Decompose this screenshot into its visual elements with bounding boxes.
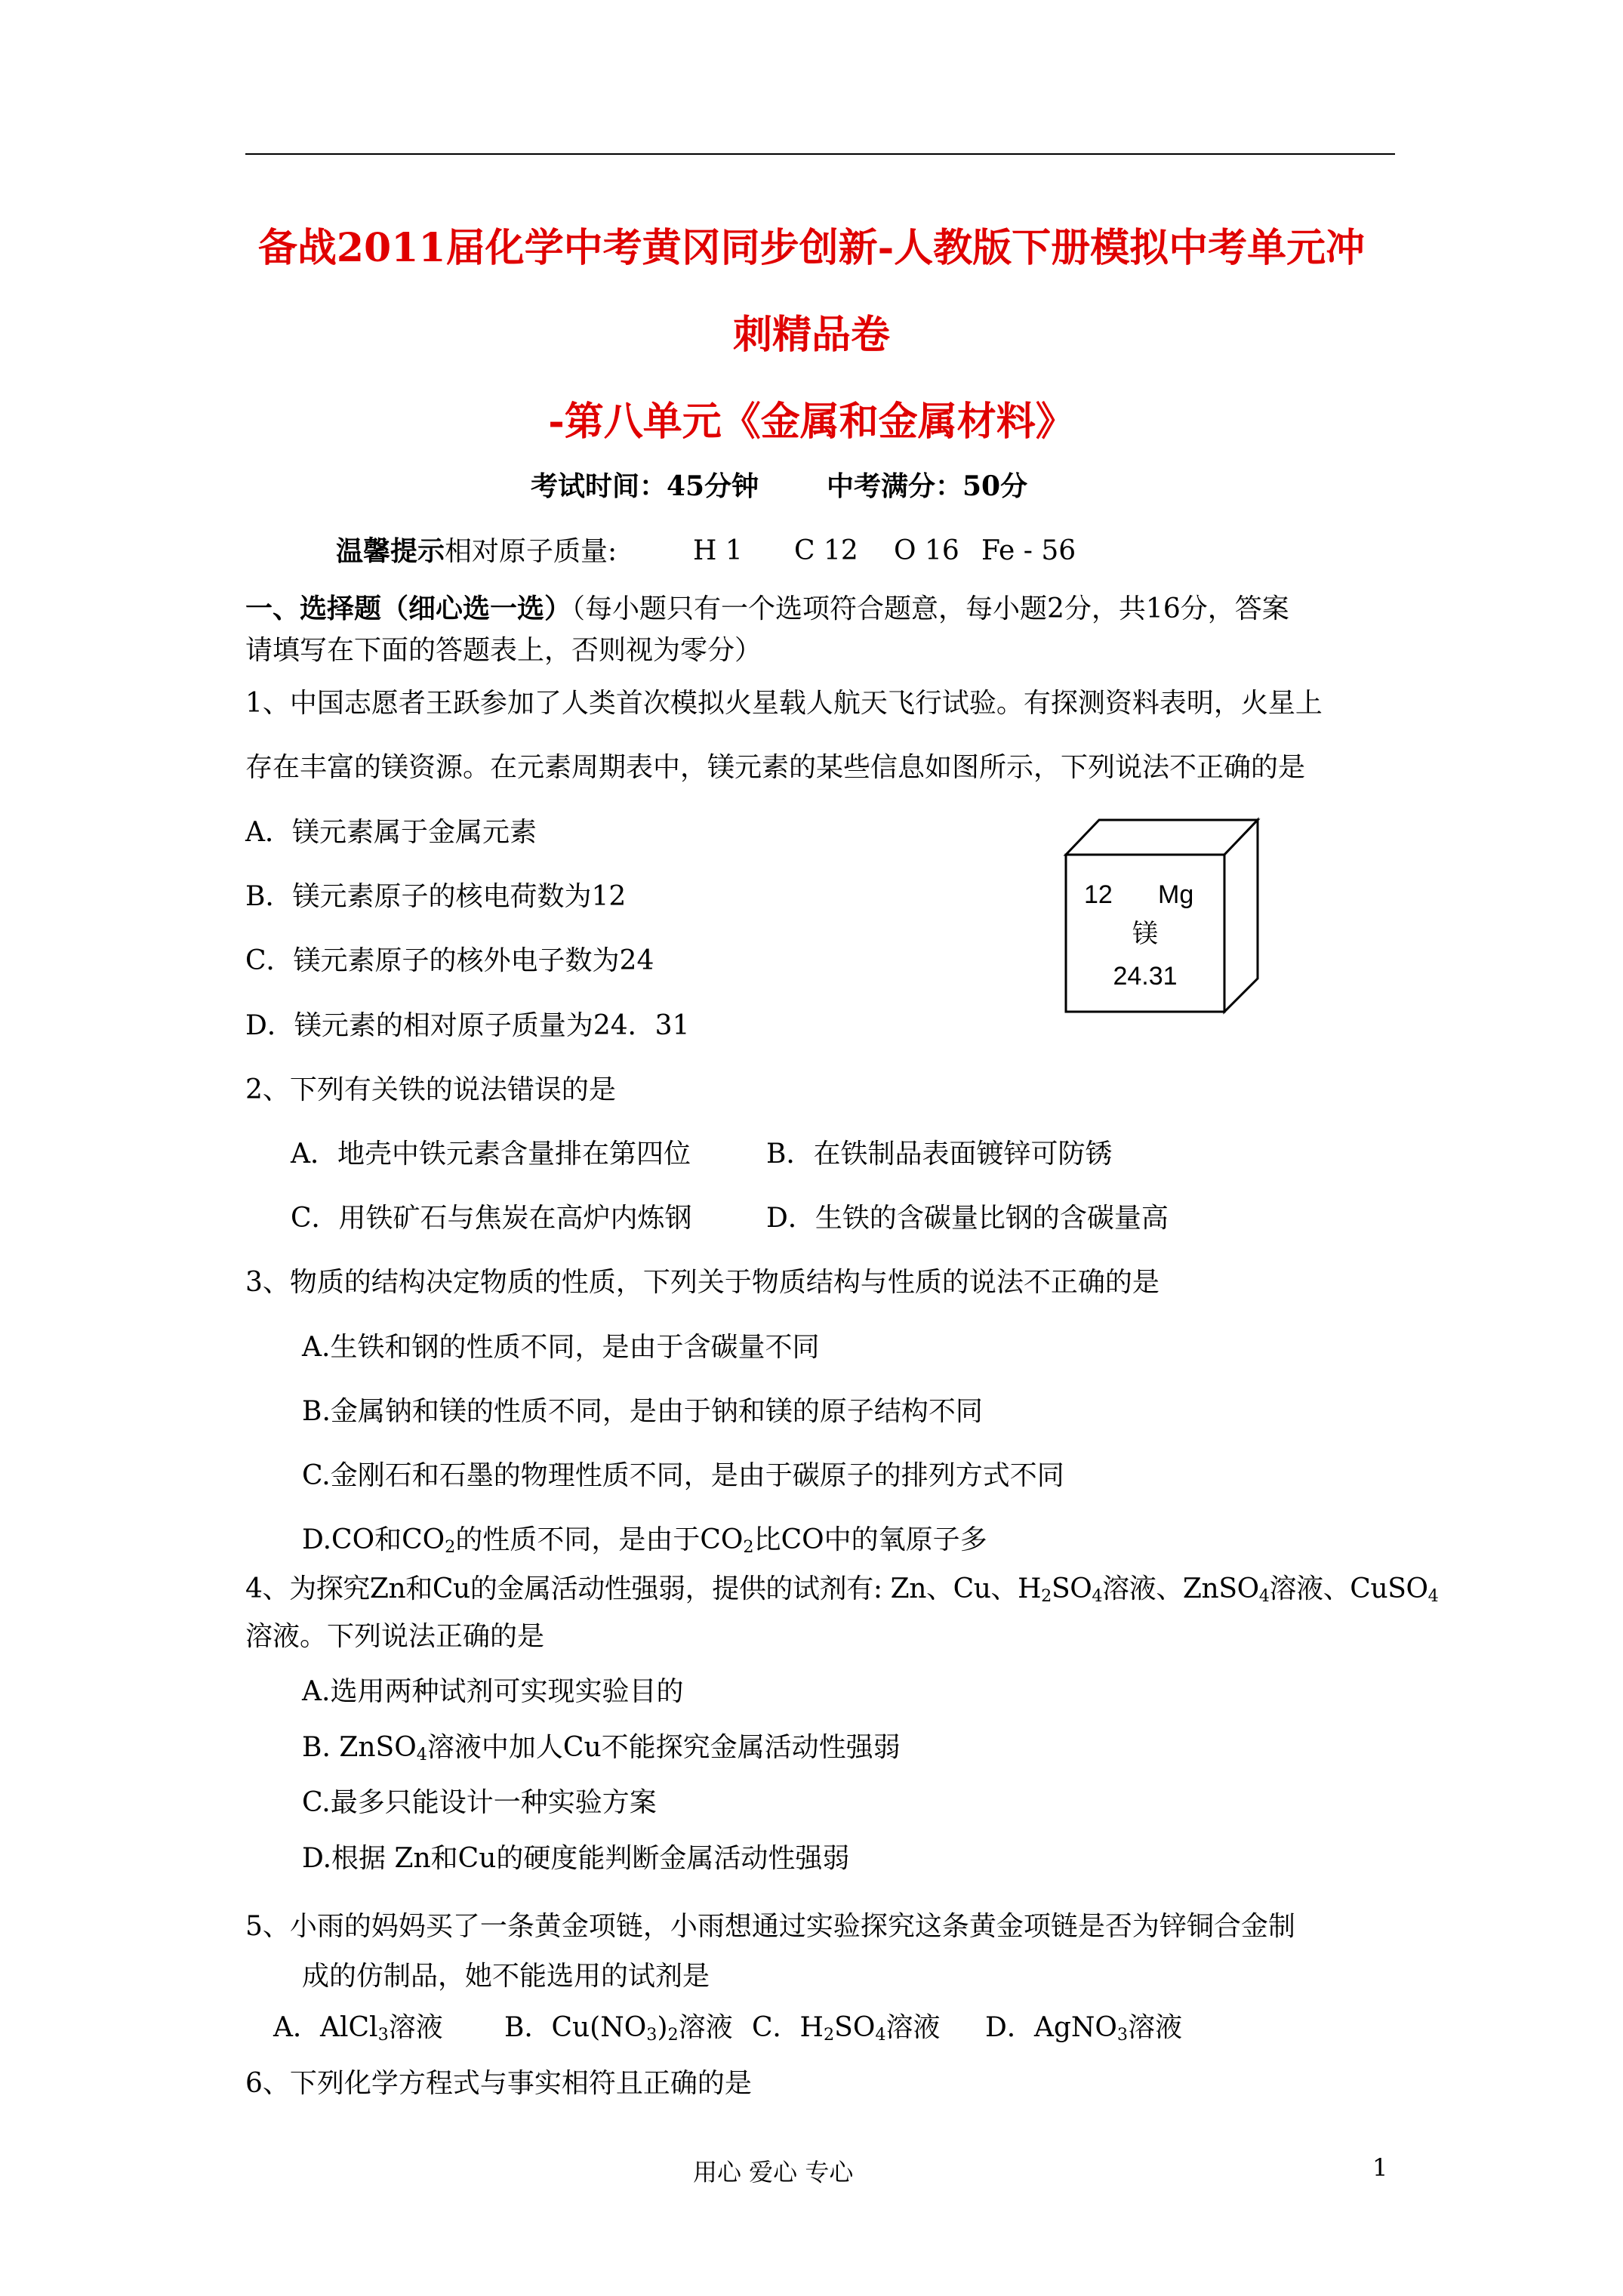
element-name: 镁 (1132, 919, 1158, 949)
q4-text-2: SO (1051, 1573, 1092, 1604)
magnesium-element-cube (1063, 817, 1261, 1015)
q4-text-3: 溶液、ZnSO (1102, 1573, 1259, 1604)
q3-d-text-1: D.CO和CO (302, 1524, 445, 1555)
q5-c-sub-1: 2 (823, 2024, 835, 2045)
element-mass: 24.31 (1113, 962, 1178, 991)
section-title: 一、选择题（细心选一选） (245, 593, 572, 624)
header-rule (245, 153, 1395, 155)
q4-sub-1: 2 (1041, 1586, 1052, 1606)
q2-stem: 2、下列有关铁的说法错误的是 (245, 1074, 616, 1105)
q1-option-a: A．镁元素属于金属元素 (245, 817, 537, 848)
q1-option-d: D．镁元素的相对原子质量为24．31 (245, 1010, 690, 1041)
cube-side-face (1224, 820, 1258, 1012)
q2-option-c: C．用铁矿石与焦炭在高炉内炼钢 (291, 1203, 692, 1234)
q3-option-d (302, 1524, 987, 1564)
q5-d-text-2: 溶液 (1128, 2012, 1183, 2043)
q5-b-text-1: B．Cu(NO (504, 2012, 647, 2043)
q5-a-text-1: A．AlCl (273, 2012, 378, 2043)
q4-sub-2: 4 (1092, 1586, 1103, 1606)
q2-option-b: B．在铁制品表面镀锌可防锈 (766, 1139, 1113, 1170)
q4-sub-3: 4 (1258, 1586, 1270, 1606)
exam-score: 中考满分：50分 (827, 470, 1028, 502)
q4-stem-1 (245, 1573, 1438, 1613)
section-heading (245, 592, 1289, 626)
element-symbol: Mg (1158, 880, 1194, 909)
q4-b-text-2: 溶液中加人Cu不能探究金属活动性强弱 (427, 1732, 901, 1763)
q4-stem-2: 溶液。下列说法正确的是 (245, 1621, 545, 1652)
q5-a-text-2: 溶液 (388, 2012, 443, 2043)
q3-option-b: B.金属钠和镁的性质不同，是由于钠和镁的原子结构不同 (302, 1396, 983, 1427)
q2-option-a: A．地壳中铁元素含量排在第四位 (291, 1139, 691, 1170)
q1-option-c: C．镁元素原子的核外电子数为24 (245, 945, 654, 976)
q3-option-c: C.金刚石和石墨的物理性质不同，是由于碳原子的排列方式不同 (302, 1460, 1064, 1491)
title-line-2: 刺精品卷 (732, 312, 890, 358)
q4-option-d: D.根据 Zn和Cu的硬度能判断金属活动性强弱 (302, 1843, 850, 1874)
q5-d-text-1: D．AgNO (985, 2012, 1117, 2043)
q1-option-b: B．镁元素原子的核电荷数为12 (245, 881, 627, 912)
q5-d-sub: 3 (1116, 2024, 1129, 2045)
q5-c-text-2: SO (834, 2012, 876, 2043)
q4-sub-4: 4 (1427, 1586, 1439, 1606)
section-instruction-2: 请填写在下面的答题表上，否则视为零分） (245, 635, 762, 666)
q4-b-text-1: B. ZnSO (302, 1732, 417, 1763)
q5-b-sub-1: 3 (646, 2024, 658, 2045)
q3-stem: 3、物质的结构决定物质的性质，下列关于物质结构与性质的说法不正确的是 (245, 1267, 1160, 1298)
q5-option-b (504, 2011, 733, 2051)
q3-d-text-3: 比CO中的氧原子多 (753, 1524, 987, 1555)
q5-b-text-2: ) (657, 2012, 668, 2043)
section-instruction: （每小题只有一个选项符合题意，每小题2分，共16分，答案 (571, 593, 1289, 624)
mass-o: O 16 (894, 535, 959, 566)
q3-d-sub-1: 2 (445, 1536, 456, 1557)
title-line-1: 备战2011届化学中考黄冈同步创新-人教版下册模拟中考单元冲 (257, 225, 1366, 271)
q5-b-text-3: 溶液 (678, 2012, 733, 2043)
q3-d-text-2: 的性质不同，是由于CO (455, 1524, 744, 1555)
q4-option-b (302, 1731, 901, 1771)
q5-stem-2: 成的仿制品，她不能选用的试剂是 (302, 1961, 710, 1992)
q1-stem-1: 1、中国志愿者王跃参加了人类首次模拟火星载人航天飞行试验。有探测资料表明，火星上 (245, 688, 1323, 719)
mass-fe: Fe - 56 (981, 535, 1076, 566)
mass-c: C 12 (794, 535, 858, 566)
q5-option-d (985, 2011, 1182, 2051)
q4-b-sub: 4 (416, 1744, 427, 1764)
q5-c-text-1: C．H (752, 2012, 824, 2043)
element-number: 12 (1084, 880, 1113, 909)
hint-line (336, 535, 617, 569)
q5-option-c (752, 2011, 941, 2051)
q4-text-1: 4、为探究Zn和Cu的金属活动性强弱，提供的试剂有: Zn、Cu、H (245, 1573, 1042, 1604)
q2-option-d: D．生铁的含碳量比钢的含碳量高 (766, 1203, 1169, 1234)
q5-c-sub-2: 4 (875, 2024, 886, 2045)
q5-b-sub-2: 2 (667, 2024, 679, 2045)
q5-option-a (273, 2011, 443, 2051)
q3-option-a: A.生铁和钢的性质不同，是由于含碳量不同 (302, 1332, 820, 1363)
exam-time: 考试时间：45分钟 (531, 470, 759, 502)
footer-motto: 用心 爱心 专心 (693, 2158, 854, 2187)
q5-a-sub: 3 (377, 2024, 389, 2045)
hint-label: 温馨提示 (336, 535, 445, 567)
q4-option-c: C.最多只能设计一种实验方案 (302, 1787, 657, 1818)
q4-option-a: A.选用两种试剂可实现实验目的 (302, 1676, 684, 1707)
q4-text-4: 溶液、CuSO (1269, 1573, 1428, 1604)
title-line-3: -第八单元《金属和金属材料》 (548, 399, 1075, 445)
q5-c-text-3: 溶液 (885, 2012, 941, 2043)
q6-stem: 6、下列化学方程式与事实相符且正确的是 (245, 2068, 752, 2099)
q3-d-sub-2: 2 (743, 1536, 754, 1557)
mass-h: H 1 (693, 535, 743, 566)
page-number: 1 (1372, 2153, 1388, 2182)
q5-stem-1: 5、小雨的妈妈买了一条黄金项链，小雨想通过实验探究这条黄金项链是否为锌铜合金制 (245, 1911, 1295, 1942)
q1-stem-2: 存在丰富的镁资源。在元素周期表中，镁元素的某些信息如图所示，下列说法不正确的是 (245, 752, 1306, 783)
hint-text: 相对原子质量: (445, 536, 617, 567)
